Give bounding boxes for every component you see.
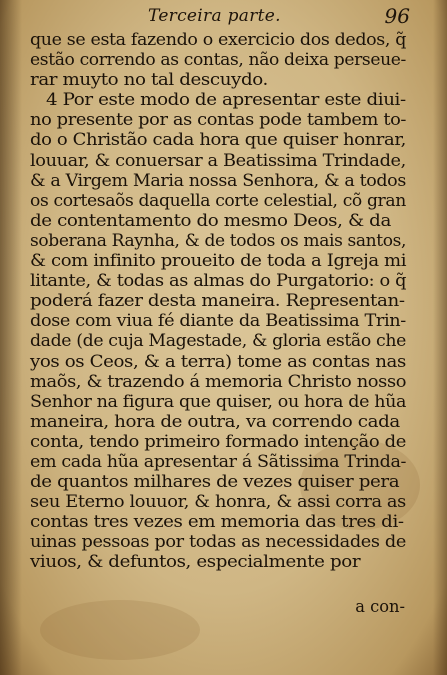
- text-line: em cada hũa apresentar á Sãtissima Trinda-: [30, 451, 407, 471]
- text-line: contas tres vezes em memoria das tres di-: [30, 512, 404, 532]
- text-line: viuos, & defuntos, especialmente por: [30, 552, 361, 572]
- text-line: dade (de cuja Magestade, & gloria estão che: [30, 331, 406, 351]
- text-line: litante, & todas as almas do Purgatorio: o q̃: [30, 271, 407, 291]
- text-line: & com infinito proueito de toda a Igreja mi: [30, 251, 407, 271]
- text-line: de quantos milhares de vezes quiser pera: [30, 472, 400, 492]
- text-line: soberana Raynha, & de todos os mais santos,: [30, 230, 407, 250]
- text-line: conta, tendo primeiro formado intenção de: [30, 431, 406, 451]
- page-edge-shadow: [433, 0, 447, 675]
- page-number: 96: [384, 4, 410, 28]
- text-line: de contentamento do mesmo Deos, & da: [30, 210, 391, 230]
- text-line: uinas pessoas por todas as necessidades de: [30, 532, 406, 552]
- running-head: Terceira parte.: [148, 6, 281, 26]
- body-text: [30, 30, 406, 573]
- text-line: louuar, & conuersar a Beatissima Trindade,: [30, 150, 406, 170]
- text-line: seu Eterno louuor, & honra, & assi corra as: [30, 492, 406, 512]
- page-header: [30, 4, 410, 30]
- binding-shadow: [0, 0, 22, 675]
- text-line: poderá fazer desta maneira. Representan-: [30, 291, 405, 311]
- text-line: Senhor na figura que quiser, ou hora de hũa: [30, 391, 407, 411]
- text-line: rar muyto no tal descuydo.: [30, 70, 268, 90]
- text-line: & a Virgem Maria nossa Senhora, & a todos: [30, 170, 406, 190]
- text-line: maõs, & trazendo á memoria Christo nosso: [30, 371, 407, 391]
- text-line: yos os Ceos, & a terra) tome as contas nas: [30, 351, 406, 371]
- text-line: que se esta fazendo o exercicio dos dedos, q̃: [30, 30, 407, 49]
- text-line: dose com viua fé diante da Beatissima Trin-: [30, 311, 406, 331]
- catchword: a con-: [355, 597, 405, 616]
- text-line: maneira, hora de outra, va correndo cada: [30, 411, 400, 431]
- text-line: estão correndo as contas, não deixa perseue-: [30, 50, 406, 70]
- text-line: do o Christão cada hora que quiser honrar,: [30, 130, 406, 150]
- text-line: 4 Por este modo de apresentar este diui-: [46, 90, 406, 110]
- paper-stain: [40, 600, 200, 660]
- text-line: no presente por as contas pode tambem to-: [30, 110, 407, 130]
- text-line: os cortesaõs daquella corte celestial, cõ gran: [30, 190, 406, 210]
